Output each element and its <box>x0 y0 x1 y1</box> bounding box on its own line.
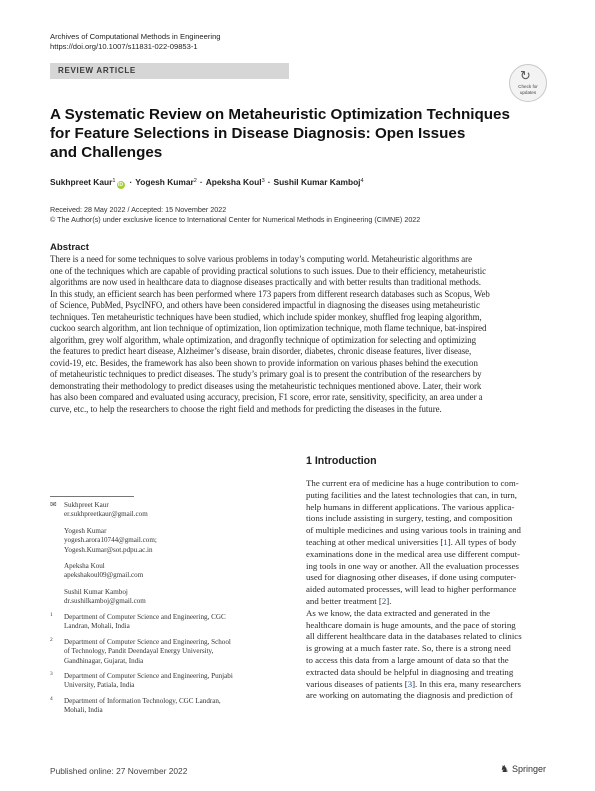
abstract-line: curve, etc., to help the researchers to choose the right field and methods for predicting the diseases in the future. <box>50 403 442 414</box>
abstract-heading: Abstract <box>50 242 89 253</box>
affiliation-entry <box>50 638 290 666</box>
abstract-line: algorithms are now used in healthcare data to diagnose diseases practically and with better results than traditional methods. <box>50 277 481 287</box>
introduction-line: healthcare domain is huge amounts, and the pace of storing <box>306 619 516 630</box>
affiliation-number: 3 <box>50 671 53 678</box>
introduction-line: examinations done in the medical area use different comput- <box>306 548 520 559</box>
springer-horse-icon: ♞ <box>500 764 509 775</box>
affiliation-line: Department of Information Technology, CGC Landran, <box>64 696 221 705</box>
affiliation-number: 1 <box>50 612 53 618</box>
affiliation-number: 4 <box>50 695 53 702</box>
affiliation-entry <box>50 672 290 691</box>
author-list: Sukhpreet Kaur$^1$iD · Yogesh Kumar$^2$ · Apeksha Koul$^3$ · Sushil Kumar Kamboj$^4$ <box>50 177 364 188</box>
copyright-notice: © The Author(s) under exclusive licence to International Center for Numerical Methods in Engineering (CIMNE) 2022 <box>50 215 421 224</box>
author-affil-sup: 2 <box>193 178 197 184</box>
contact-name: Apeksha Koul <box>64 562 105 571</box>
contact-entry <box>64 588 157 607</box>
abstract-line: one of the techniques which are capable of providing practical solutions to such issues. Due to their efficiency, metaheuristic <box>50 265 487 276</box>
affiliation-entry <box>50 613 290 632</box>
contact-entry <box>64 501 157 520</box>
title-line: A Systematic Review on Metaheuristic Optimization Techniques <box>50 106 510 123</box>
check-for-updates-icon: ↻ <box>520 68 531 83</box>
contact-email[interactable]: yogesh.arora10744@gmail.com; <box>64 536 157 545</box>
introduction-line: various diseases of patients [3]. In this era, many researchers <box>306 678 521 689</box>
published-online: Published online: 27 November 2022 <box>50 766 188 776</box>
author-name[interactable]: Sushil Kumar Kamboj <box>273 177 361 187</box>
affiliations <box>50 613 290 722</box>
contact-email[interactable]: apekshakoul09@gmail.com <box>64 571 144 580</box>
contact-name: Sushil Kumar Kamboj <box>64 587 128 596</box>
journal-name: Archives of Computational Methods in Engineering <box>50 32 221 41</box>
contact-name: Yogesh Kumar <box>64 526 107 535</box>
contact-email[interactable]: dr.sushilkamboj@gmail.com <box>64 597 146 606</box>
updates-line2: updates <box>519 89 537 95</box>
introduction-line: aided automated processes, will lead to higher performance <box>306 584 517 595</box>
author-affil-sup: 4 <box>360 178 364 184</box>
affiliation-line: of Technology, Pandit Deendayal Energy University, <box>64 647 214 656</box>
abstract-line: of metaheuristic techniques to predict diseases. The study’s primary goal is to present the contribution of the researchers by <box>50 369 482 379</box>
contact-email[interactable]: er.sukhpreetkaur@gmail.com <box>64 510 148 519</box>
citation-link[interactable]: 1 <box>443 536 448 547</box>
author-name[interactable]: Apeksha Koul <box>205 177 262 187</box>
contact-email[interactable]: Yogesh.Kumar@sot.pdpu.ac.in <box>64 545 153 554</box>
introduction-line: to access this data from a large amount of data so that the <box>306 654 509 665</box>
introduction-heading: 1 Introduction <box>306 455 377 467</box>
orcid-icon[interactable]: iD <box>118 182 123 188</box>
introduction-line: and better treatment [2]. <box>306 595 392 606</box>
article-title <box>50 105 520 162</box>
author-name[interactable]: Sukhpreet Kaur <box>50 177 113 187</box>
introduction-line: of multiple medicines and using various tools in training and <box>306 525 521 536</box>
check-for-updates-badge[interactable] <box>509 64 547 102</box>
updates-line1: Check for <box>518 84 538 89</box>
introduction-line: The current era of medicine has a huge contribution to com- <box>306 478 519 488</box>
introduction-line: used for diagnosing other diseases, if done using computer- <box>306 572 517 583</box>
introduction-line: teaching at other medical universities [1]. All types of body <box>306 536 517 547</box>
article-type-band <box>50 63 289 79</box>
affiliation-line: Department of Computer Science and Engineering, School <box>64 637 231 646</box>
abstract-line: covid-19, etc. Besides, the framework has also been shown to provide information on various phases behind the execution <box>50 357 478 368</box>
corresponding-contacts <box>64 501 157 614</box>
title-line: and Challenges <box>50 144 163 161</box>
contact-name: Sukhpreet Kaur <box>64 501 109 509</box>
introduction-line: is growing at a much faster rate. So, there is a strong need <box>306 643 511 654</box>
introduction-line: are working on automating the diagnosis and prediction of <box>306 690 513 701</box>
abstract-line: cuckoo search algorithm, ant lion technique of optimization, lion optimization technique, moth flame technique, bat-inspired <box>50 323 487 333</box>
author-affil-sup: 3 <box>261 178 265 184</box>
citation-link[interactable]: 2 <box>381 595 387 606</box>
abstract-line: the features to predict heart disease, Alzheimer’s disease, brain disorder, diabetes, chronic disease features, liver disease, <box>50 346 472 356</box>
abstract-line: of Science, PubMed, PsycINFO, and others have been considered impactful in diagnosing the diseases using metaheuristic <box>50 300 480 310</box>
author-name[interactable]: Yogesh Kumar <box>135 177 194 187</box>
affiliation-line: Mohali, India <box>64 706 103 715</box>
contact-entry <box>64 527 157 555</box>
publisher-name: Springer <box>511 764 546 774</box>
affiliation-number: 2 <box>50 636 53 643</box>
abstract-line: There is a need for some techniques to solve various problems in today’s computing world. Metaheuristic algorithms are <box>50 254 472 264</box>
author-affil-sup: 1 <box>112 178 116 184</box>
envelope-icon: ✉ <box>50 500 57 509</box>
introduction-line: As we know, the data extracted and generated in the <box>306 607 491 618</box>
affiliation-line: University, Patiala, India <box>64 681 135 690</box>
title-line: for Feature Selections in Disease Diagnosis: Open Issues <box>50 125 466 142</box>
introduction-line: puting facilities and the latest technologies that can, in turn, <box>306 489 517 500</box>
affiliation-line: Department of Computer Science and Engineering, CGC <box>64 613 226 621</box>
introduction-line: tions include assisting in surgery, testing, and composition <box>306 513 513 524</box>
received-accepted: Received: 28 May 2022 / Accepted: 15 November 2022 <box>50 205 227 214</box>
doi-link[interactable]: https://doi.org/10.1007/s11831-022-09853-1 <box>50 42 198 51</box>
citation-link[interactable]: 3 <box>407 678 413 689</box>
introduction-line: extracted data should be helpful in diagnosing and treating <box>306 666 514 677</box>
article-type-label: REVIEW ARTICLE <box>58 66 136 75</box>
affiliation-line: Landran, Mohali, India <box>64 622 130 631</box>
abstract-line: techniques. Ten metaheuristic techniques have been studied, which include spider monkey, shuffled frog leaping algorithm, <box>50 311 482 322</box>
footnote-divider <box>50 496 134 497</box>
affiliation-line: Gandhinagar, Gujarat, India <box>64 656 144 665</box>
article-dates <box>50 205 420 225</box>
introduction-line: ing tools in one way or another. All the evaluation processes <box>306 560 519 571</box>
contact-entry <box>64 562 157 581</box>
abstract-line: In this study, an efficient search has been performed where 173 papers from different research databases such as Scopus, Web <box>50 288 490 299</box>
affiliation-entry <box>50 697 290 716</box>
introduction-line: help humans in different applications. The various applica- <box>306 501 515 512</box>
publisher-logo[interactable] <box>500 764 546 775</box>
introduction-body <box>306 478 546 702</box>
abstract-body <box>50 254 546 415</box>
abstract-line: demonstrating their methodology to predict diseases using the metaheuristic techniques mentioned above. Later, their work <box>50 380 482 391</box>
journal-header <box>50 32 221 52</box>
abstract-line: has also been compared and evaluated using accuracy, precision, F1 score, error rate, sensitivity, specificity, an area under a <box>50 392 483 402</box>
affiliation-line: Department of Computer Science and Engineering, Punjabi <box>64 672 233 681</box>
abstract-line: algorithm, grey wolf algorithm, whale optimization, and dragonfly technique of optimization for selecting and optimizing <box>50 334 477 345</box>
introduction-line: all different healthcare data in the databases related to clinics <box>306 631 522 642</box>
